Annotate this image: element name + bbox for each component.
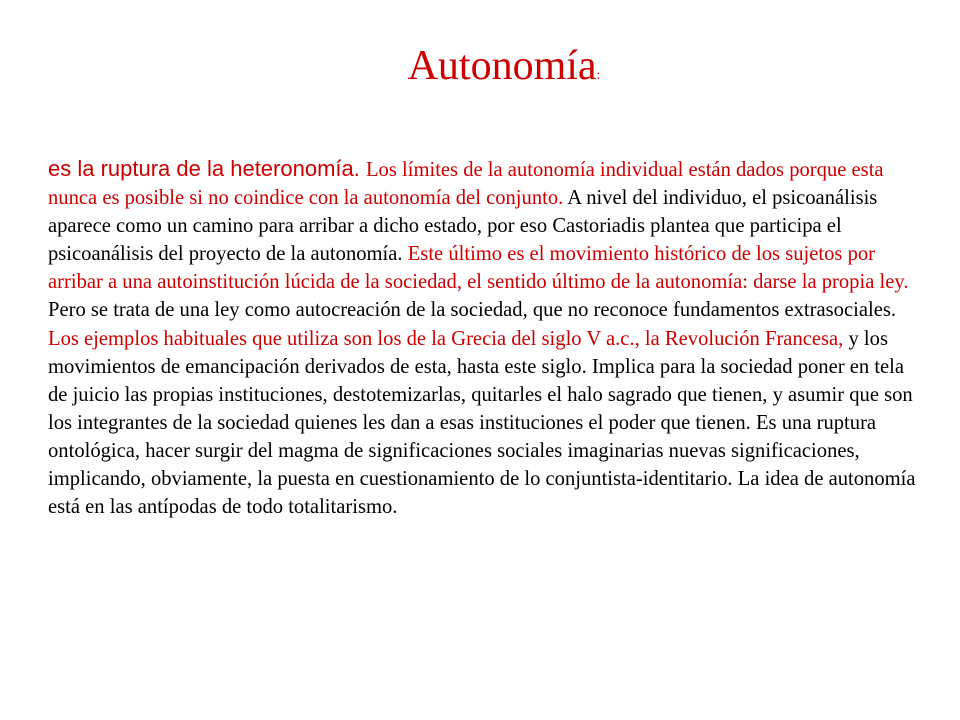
paragraph-segment-black-2: Pero se trata de una ley como autocreación de la sociedad, que no reconoce fundamentos extrasociales. xyxy=(48,299,896,322)
paragraph-segment-red-1: Los límites de la autonomía individual están dados porque esta nunca es posible si no coindice con la autonomía del conjunto. xyxy=(48,159,884,210)
paragraph-segment-red-2: Este último es el movimiento histórico de los sujetos por arribar a una autoinstitución lúcida de la sociedad, el sentido último de la autonomía: darse la propia ley. xyxy=(48,243,909,294)
paragraph-lead-phrase: es la ruptura de la heteronomía. xyxy=(48,156,366,181)
paragraph-segment-black-3: y los movimientos de emancipación derivados de esta, hasta este siglo. Implica para la sociedad poner en tela de juicio las propias instituciones, destotemizarlas, quitarles el halo sagrado que tienen, y asumir que son los integrantes de la sociedad quienes les dan a esas instituciones el poder que tienen. Es una ruptura ontológica, hacer surgir del magma de significaciones sociales imaginarias nuevas significaciones, implicando, obviamente, la puesta en cuestionamiento de lo conjuntista-identitario. La idea de autonomía está en las antípodas de todo totalitarismo. xyxy=(48,327,916,519)
slide-title-colon: : xyxy=(596,68,601,83)
paragraph-segment-black-1: A nivel del individuo, el psicoanálisis aparece como un camino para arribar a dicho estado, por eso Castoriadis plantea que participa el psicoanálisis del proyecto de la autonomía. xyxy=(48,187,878,266)
slide-title-text: Autonomía xyxy=(407,43,597,89)
body-paragraph xyxy=(48,155,928,521)
paragraph-segment-red-3: Los ejemplos habituales que utiliza son los de la Grecia del siglo V a.c., la Revolución Francesa, xyxy=(48,327,844,350)
slide-title xyxy=(0,40,960,92)
